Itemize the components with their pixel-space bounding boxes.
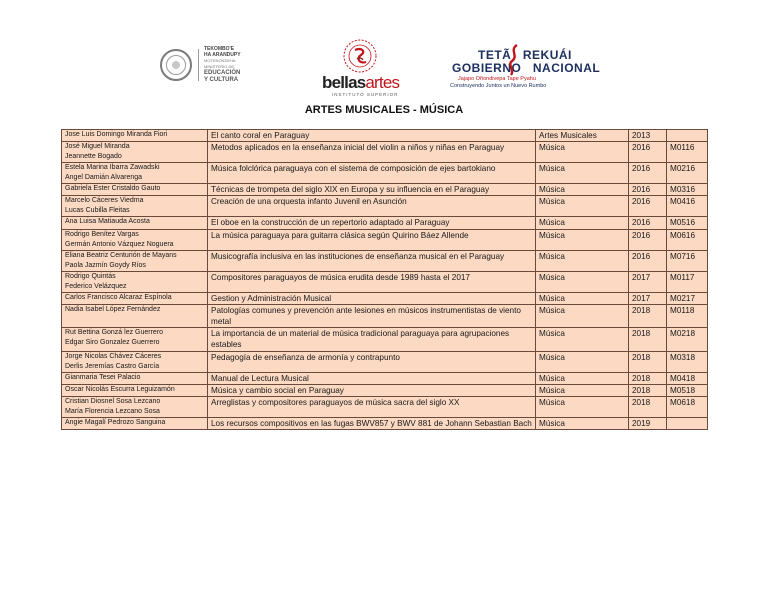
code-cell: M0416 <box>667 196 708 217</box>
author-name: Derlis Jeremías Castro García <box>65 362 160 370</box>
gobierno-tagline-spanish: Construyendo Juntos un Nuevo Rumbo <box>450 83 547 89</box>
title-cell: Patologías comunes y prevención ante lesiones en músicos instrumentistas de viento metal <box>208 304 536 327</box>
code-cell: M0216 <box>667 163 708 184</box>
title-cell: La importancia de un material de música tradicional paraguaya para agrupaciones estables <box>208 328 536 351</box>
area-cell: Música <box>536 418 629 430</box>
author-cell <box>62 142 208 163</box>
author-name: Jeannette Bogado <box>65 153 122 161</box>
code-cell: M0117 <box>667 271 708 292</box>
author-name: Gianmaria Tesei Palacio <box>65 373 141 381</box>
bellas-artes-logo <box>318 38 402 100</box>
author-name: Jorge Nicolas Chávez Cáceres <box>65 352 162 360</box>
thesis-table <box>61 129 708 430</box>
code-cell: M0118 <box>667 304 708 327</box>
bellas-artes-wordmark: bellasartes <box>322 73 400 92</box>
national-seal-icon <box>160 49 192 81</box>
area-cell: Música <box>536 250 629 271</box>
title-cell: La música paraguaya para guitarra clásica según Quirino Báez Allende <box>208 229 536 250</box>
author-cell <box>62 328 208 351</box>
author-cell <box>62 397 208 418</box>
gobierno-tagline-guarani: Jajapo Oñondivepa Tape Pyahu <box>458 76 536 82</box>
author-name: Edgar Siro Gonzalez Guerrero <box>65 339 160 347</box>
year-cell: 2018 <box>629 328 667 351</box>
author-name: Jose Luis Domingo Miranda Fiori <box>65 131 168 138</box>
area-cell: Música <box>536 184 629 196</box>
author-name: Eliana Beatriz Centurión de Mayans <box>65 251 177 259</box>
area-cell: Artes Musicales <box>536 130 629 142</box>
author-name: Carlos Francisco Alcaraz Espínola <box>65 293 172 301</box>
table-row <box>62 292 708 304</box>
code-cell: M0217 <box>667 292 708 304</box>
author-cell <box>62 130 208 142</box>
area-cell: Música <box>536 292 629 304</box>
year-cell: 2018 <box>629 351 667 372</box>
table-row <box>62 184 708 196</box>
table-row <box>62 142 708 163</box>
area-cell: Música <box>536 384 629 396</box>
author-cell <box>62 304 208 327</box>
area-cell: Música <box>536 372 629 384</box>
year-cell: 2016 <box>629 229 667 250</box>
area-cell: Música <box>536 351 629 372</box>
year-cell: 2016 <box>629 184 667 196</box>
table-row <box>62 304 708 327</box>
author-cell <box>62 217 208 229</box>
author-name: Lucas Cubilla Fleitas <box>65 207 130 215</box>
author-name: Marcelo Cáceres Viedma <box>65 197 144 205</box>
gobierno-nacional-logo <box>450 44 600 94</box>
code-cell <box>667 418 708 430</box>
area-cell: Música <box>536 229 629 250</box>
code-cell: M0518 <box>667 384 708 396</box>
gobierno-line2: GOBIERNO NACIONAL <box>452 61 601 75</box>
author-name: Germán Antonio Vázquez Noguera <box>65 240 174 248</box>
author-name: María Florencia Lezcano Sosa <box>65 408 160 416</box>
author-name: Rodrigo Benítez Vargas <box>65 230 139 238</box>
author-name: Paola Jazmín Goydy Ríos <box>65 261 146 269</box>
title-cell: El oboe en la construcción de un repertorio adaptado al Paraguay <box>208 217 536 229</box>
table-row <box>62 163 708 184</box>
mec-logo-text: TEKOMBO'E HA ARANDUPY MOTENONDEHA MINISTERIO DE EDUCACIÓN Y CULTURA <box>204 46 241 83</box>
title-cell: Musicografía inclusiva en las instituciones de enseñanza musical en el Paraguay <box>208 250 536 271</box>
author-cell <box>62 418 208 430</box>
title-cell: Música folclórica paraguaya con el sistema de composición de ejes bartokiano <box>208 163 536 184</box>
thesis-table-body <box>62 130 708 430</box>
table-row <box>62 196 708 217</box>
title-cell: Arreglistas y compositores paraguayos de música sacra del siglo XX <box>208 397 536 418</box>
year-cell: 2018 <box>629 397 667 418</box>
author-name: Estela Marina Ibarra Zawadski <box>65 164 160 172</box>
year-cell: 2018 <box>629 372 667 384</box>
title-cell: Pedagogía de enseñanza de armonía y contrapunto <box>208 351 536 372</box>
year-cell: 2017 <box>629 292 667 304</box>
author-cell <box>62 250 208 271</box>
year-cell: 2018 <box>629 304 667 327</box>
code-cell: M0716 <box>667 250 708 271</box>
code-cell: M0318 <box>667 351 708 372</box>
title-cell: Técnicas de trompeta del siglo XIX en Europa y su influencia en el Paraguay <box>208 184 536 196</box>
table-row <box>62 328 708 351</box>
author-cell <box>62 229 208 250</box>
title-cell: Creación de una orquesta infanto Juvenil en Asunción <box>208 196 536 217</box>
bellas-artes-subtitle: INSTITUTO SUPERIOR <box>332 92 399 97</box>
author-cell <box>62 184 208 196</box>
area-cell: Música <box>536 328 629 351</box>
table-row <box>62 384 708 396</box>
title-cell: Música y cambio social en Paraguay <box>208 384 536 396</box>
code-cell <box>667 130 708 142</box>
code-cell: M0616 <box>667 229 708 250</box>
author-cell <box>62 196 208 217</box>
area-cell: Música <box>536 397 629 418</box>
code-cell: M0316 <box>667 184 708 196</box>
author-cell <box>62 163 208 184</box>
author-cell <box>62 384 208 396</box>
code-cell: M0218 <box>667 328 708 351</box>
author-cell <box>62 292 208 304</box>
author-cell <box>62 271 208 292</box>
mec-logo <box>160 46 241 83</box>
year-cell: 2019 <box>629 418 667 430</box>
title-cell: El canto coral en Paraguay <box>208 130 536 142</box>
author-cell <box>62 351 208 372</box>
table-row <box>62 130 708 142</box>
year-cell: 2016 <box>629 250 667 271</box>
title-cell: Los recursos compositivos en las fugas BWV857 y BWV 881 de Johann Sebastian Bach <box>208 418 536 430</box>
gobierno-line1: TETÃ REKUÁI <box>478 48 572 62</box>
author-name: Angel Damián Alvarenga <box>65 174 143 182</box>
author-name: Rodrigo Quintás <box>65 272 116 280</box>
page-title: ARTES MUSICALES - MÚSICA <box>304 104 464 116</box>
year-cell: 2016 <box>629 217 667 229</box>
table-row <box>62 217 708 229</box>
area-cell: Música <box>536 163 629 184</box>
code-cell: M0418 <box>667 372 708 384</box>
table-row <box>62 271 708 292</box>
author-cell <box>62 372 208 384</box>
title-cell: Compositores paraguayos de música erudita desde 1989 hasta el 2017 <box>208 271 536 292</box>
year-cell: 2018 <box>629 384 667 396</box>
title-cell: Manual de Lectura Musical <box>208 372 536 384</box>
year-cell: 2013 <box>629 130 667 142</box>
table-row <box>62 351 708 372</box>
table-row <box>62 229 708 250</box>
author-name: Nadia Isabel López Fernández <box>65 305 161 313</box>
table-row <box>62 397 708 418</box>
area-cell: Música <box>536 271 629 292</box>
logo-banner <box>0 38 768 98</box>
area-cell: Música <box>536 142 629 163</box>
bellas-artes-emblem-icon <box>342 38 378 74</box>
area-cell: Música <box>536 304 629 327</box>
code-cell: M0618 <box>667 397 708 418</box>
author-name: Gabriela Ester Cristaldo Gauto <box>65 185 161 193</box>
area-cell: Música <box>536 217 629 229</box>
author-name: José Miguel Miranda <box>65 143 130 151</box>
table-row <box>62 250 708 271</box>
table-row <box>62 418 708 430</box>
author-name: Federico Velázquez <box>65 282 127 290</box>
year-cell: 2016 <box>629 196 667 217</box>
author-name: Cristian Diosnel Sosa Lezcano <box>65 398 161 406</box>
title-cell: Gestion y Administración Musical <box>208 292 536 304</box>
area-cell: Música <box>536 196 629 217</box>
author-name: Rut Bettina Gonzá lez Guerrero <box>65 329 164 337</box>
code-cell: M0516 <box>667 217 708 229</box>
author-name: Ana Luisa Matiauda Acosta <box>65 218 150 226</box>
table-row <box>62 372 708 384</box>
year-cell: 2016 <box>629 142 667 163</box>
code-cell: M0116 <box>667 142 708 163</box>
title-cell: Metodos aplicados en la enseñanza inicial del violin a niños y niñas en Paraguay <box>208 142 536 163</box>
year-cell: 2017 <box>629 271 667 292</box>
year-cell: 2016 <box>629 163 667 184</box>
author-name: Oscar Nicolás Escurra Leguizamón <box>65 385 175 393</box>
logo-divider <box>198 49 199 81</box>
author-name: Angie Magalí Pedrozo Sanguina <box>65 419 166 427</box>
gobierno-swirl-icon <box>507 44 521 76</box>
